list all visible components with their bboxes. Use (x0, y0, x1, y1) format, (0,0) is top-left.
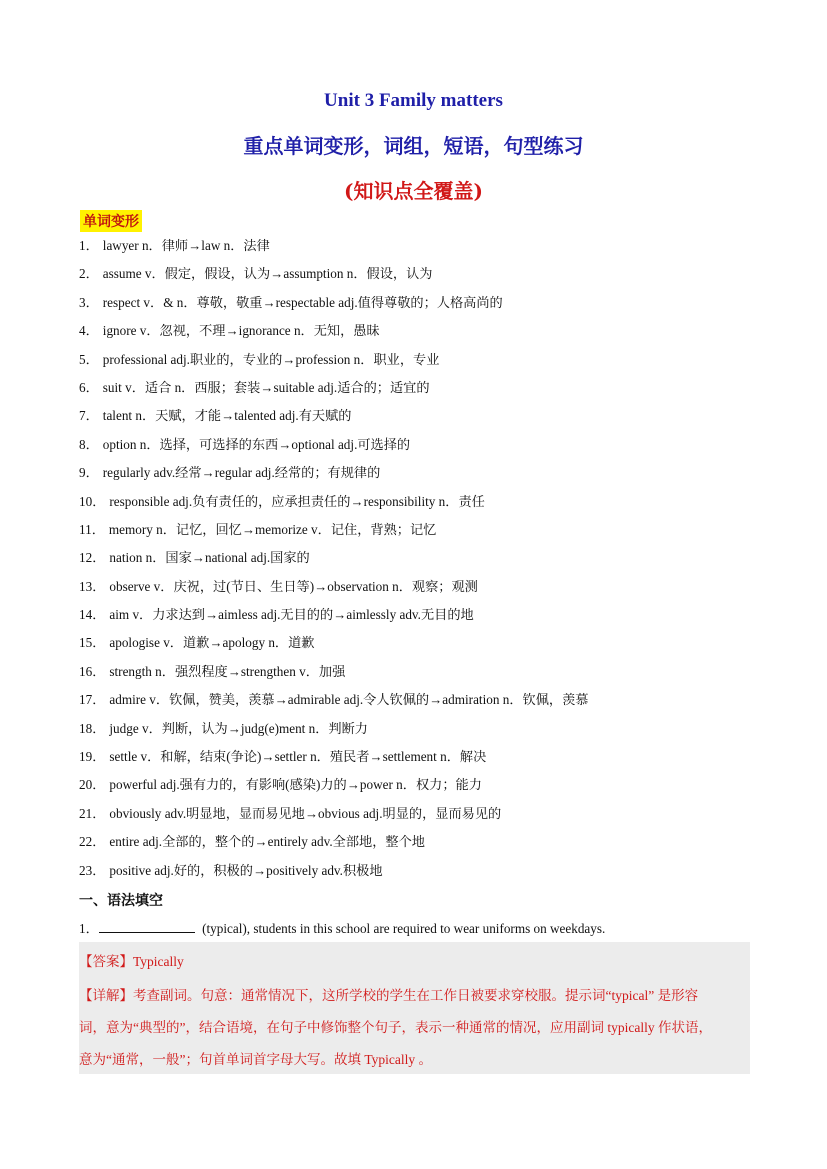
vocab-item-text: memory n．记忆，回忆→memorize v．记住，背熟；记忆 (108, 521, 437, 537)
vocab-item-text: suit v．适合 n．西服；套装→suitable adj.适合的；适宜的 (102, 379, 430, 395)
vocab-item (79, 435, 588, 463)
vocab-item-number: 3． (79, 294, 99, 310)
detail-line: 意为“通常，一般”；句首单词首字母大写。故填 Typically 。 (79, 1052, 433, 1067)
section-label-grammar: 一、语法填空 (79, 893, 163, 909)
vocab-item-number: 14． (79, 607, 106, 623)
vocab-item-text: observe v．庆祝，过(节日、生日等)→observation n．观察；观测 (109, 578, 478, 594)
answer-blank[interactable] (99, 920, 195, 933)
vocab-item (79, 321, 588, 349)
vocab-item-text: nation n．国家→national adj.国家的 (109, 550, 310, 566)
vocab-item (79, 463, 588, 491)
detail-line: 词，意为“典型的”，结合语境，在句子中修饰整个句子，表示一种通常的情况，应用副词 typically 作状语， (79, 1020, 712, 1035)
document-subtitle: 重点单词变形，词组，短语，句型练习 (243, 134, 584, 158)
vocab-item (79, 662, 588, 690)
vocab-item-number: 18． (79, 720, 106, 736)
vocab-item-number: 4． (79, 323, 99, 339)
vocab-item-number: 7． (79, 408, 99, 424)
vocab-item-number: 19． (79, 749, 106, 765)
vocab-item-text: apologise v．道歉→apology n．道歉 (109, 635, 315, 651)
vocab-item (79, 406, 588, 434)
vocab-item (79, 378, 588, 406)
vocab-item (79, 492, 588, 520)
vocab-item-text: judge v．判断，认为→judg(e)ment n．判断力 (109, 720, 368, 736)
vocab-item (79, 633, 588, 661)
vocab-item (79, 577, 588, 605)
vocab-item (79, 775, 588, 803)
vocab-item-text: ignore v．忽视，不理→ignorance n．无知，愚昧 (102, 323, 380, 339)
vocab-item-text: professional adj.职业的，专业的→profession n．职业，专业 (102, 351, 440, 367)
section-label-word-forms: 单词变形 (80, 210, 142, 232)
vocab-item-text: option n．选择，可选择的东西→optional adj.可选择的 (102, 436, 411, 452)
vocab-item (79, 264, 588, 292)
vocab-item (79, 293, 588, 321)
vocab-item-text: regularly adv.经常→regular adj.经常的；有规律的 (102, 465, 381, 481)
vocab-item-text: admire v．钦佩，赞美，羡慕→admirable adj.令人钦佩的→admiration n．钦佩，羡慕 (109, 692, 589, 708)
vocab-item-number: 9． (79, 465, 99, 481)
answer-line: 【答案】Typically (79, 954, 184, 969)
vocab-item-text: strength n．强烈程度→strengthen v．加强 (109, 663, 346, 679)
vocab-list (79, 236, 588, 889)
vocab-item (79, 236, 588, 264)
vocab-item (79, 605, 588, 633)
vocab-item-number: 12． (79, 550, 106, 566)
vocab-item (79, 804, 588, 832)
question-number: 1． (79, 921, 99, 936)
vocab-item-text: respect v．& n．尊敬，敬重→respectable adj.值得尊敬的；人格高尚的 (102, 294, 503, 310)
vocab-item-text: responsible adj.负有责任的，应承担责任的→responsibility n．责任 (109, 493, 485, 509)
vocab-item-text: powerful adj.强有力的，有影响(感染)力的→power n．权力；能力 (109, 777, 482, 793)
vocab-item-number: 21． (79, 805, 106, 821)
vocab-item (79, 548, 588, 576)
vocab-item (79, 861, 588, 889)
vocab-item-number: 15． (79, 635, 106, 651)
vocab-item (79, 350, 588, 378)
vocab-item-number: 16． (79, 663, 106, 679)
document-title: Unit 3 Family matters (324, 90, 503, 111)
question-text: (typical), students in this school are required to wear uniforms on weekdays. (198, 921, 606, 936)
vocab-item-number: 10． (79, 493, 106, 509)
vocab-item-number: 22． (79, 834, 106, 850)
vocab-item-number: 23． (79, 862, 106, 878)
vocab-item-number: 2． (79, 266, 99, 282)
vocab-item-number: 8． (79, 436, 99, 452)
vocab-item-number: 6． (79, 379, 99, 395)
vocab-item-text: aim v．力求达到→aimless adj.无目的的→aimlessly adv.无目的地 (109, 607, 474, 623)
vocab-item-text: positive adj.好的，积极的→positively adv.积极地 (109, 862, 383, 878)
document-note: (知识点全覆盖) (344, 179, 483, 203)
vocab-item-text: settle v．和解，结束(争论)→settler n．殖民者→settlement n．解决 (109, 749, 487, 765)
vocab-item (79, 832, 588, 860)
vocab-item-number: 17． (79, 692, 106, 708)
vocab-item (79, 690, 588, 718)
vocab-item (79, 747, 588, 775)
detail-line: 【详解】考查副词。句意：通常情况下，这所学校的学生在工作日被要求穿校服。提示词“typical” 是形容 (79, 988, 699, 1003)
vocab-item-text: entire adj.全部的，整个的→entirely adv.全部地，整个地 (109, 834, 425, 850)
vocab-item-text: talent n．天赋，才能→talented adj.有天赋的 (102, 408, 352, 424)
vocab-item-number: 5． (79, 351, 99, 367)
vocab-item-text: assume v．假定，假设，认为→assumption n．假设，认为 (102, 266, 433, 282)
vocab-item (79, 719, 588, 747)
vocab-item (79, 520, 588, 548)
vocab-item-text: lawyer n．律师→law n．法律 (102, 238, 270, 253)
question-item (79, 918, 605, 937)
vocab-item-number: 11． (79, 521, 105, 537)
vocab-item-number: 20． (79, 777, 106, 793)
vocab-item-number: 1． (79, 238, 99, 253)
vocab-item-text: obviously adv.明显地，显而易见地→obvious adj.明显的，显而易见的 (109, 805, 502, 821)
vocab-item-number: 13． (79, 578, 106, 594)
